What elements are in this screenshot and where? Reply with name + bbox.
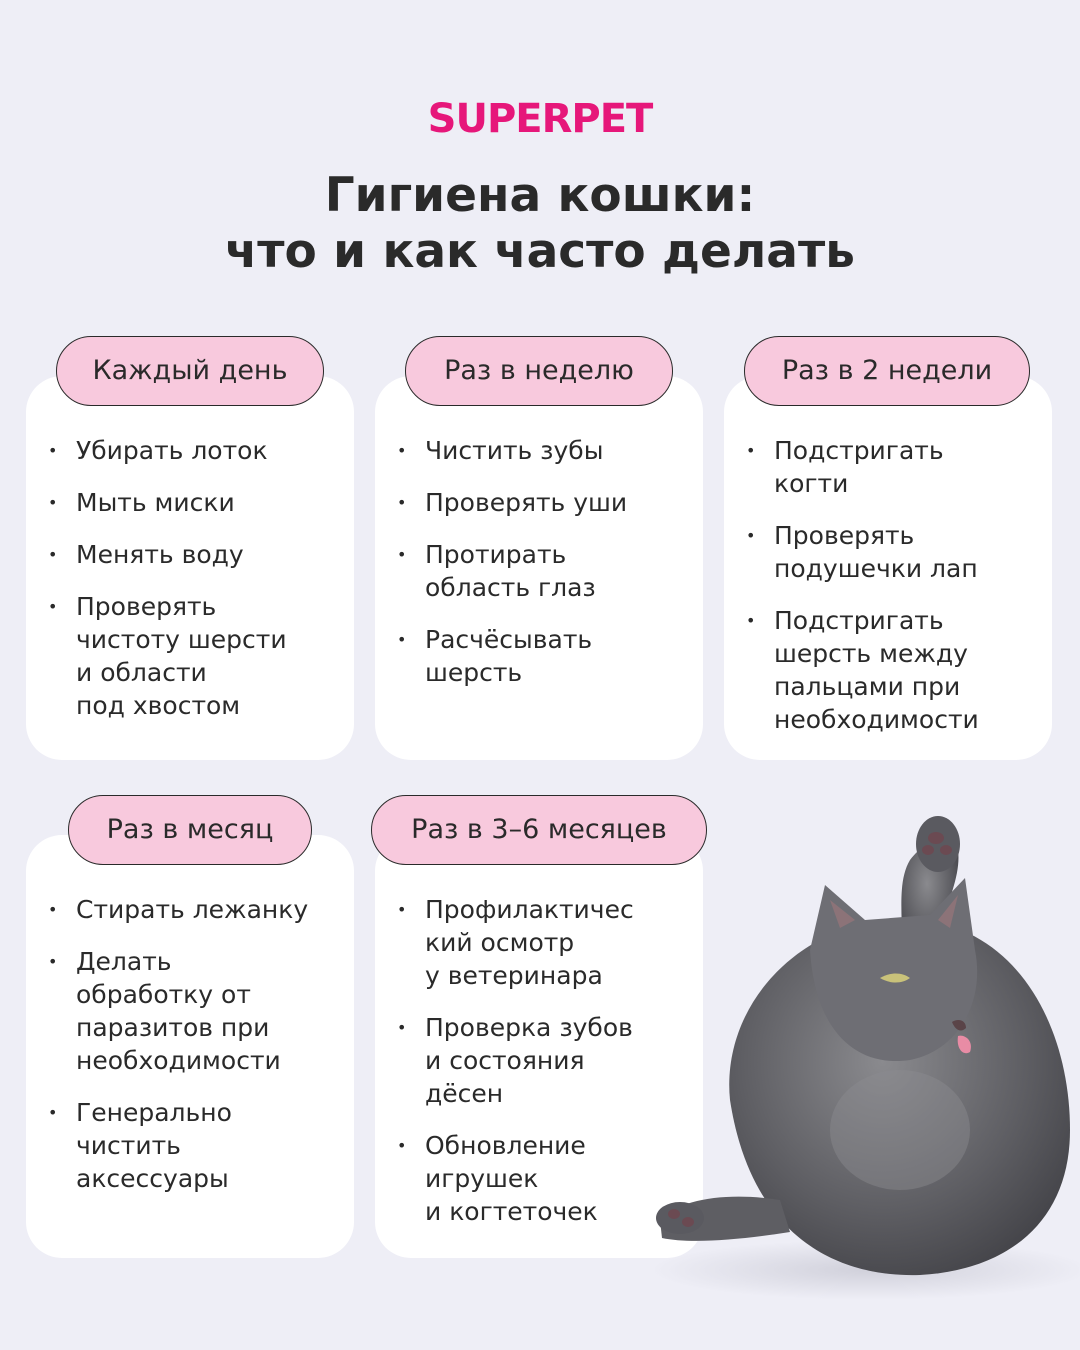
list-item: • Менять воду [48, 538, 336, 571]
card-biweekly-list [746, 434, 1034, 736]
list-item: • Генерально чистить аксессуары [48, 1096, 336, 1195]
cat-photo [640, 800, 1080, 1300]
card-quarterly-label: Раз в 3–6 месяцев [371, 795, 707, 865]
list-item: • Проверять чистоту шерсти и области под хвостом [48, 590, 336, 722]
card-monthly [26, 814, 354, 1258]
list-item: • Делать обработку от паразитов при необходимости [48, 945, 336, 1077]
list-item: • Протирать область глаз [397, 538, 685, 604]
list-item: • Подстригать когти [746, 434, 1034, 500]
card-weekly [375, 355, 703, 760]
list-item: • Расчёсывать шерсть [397, 623, 685, 689]
card-biweekly [724, 355, 1052, 760]
list-item: • Обновление игрушек и когтеточек [397, 1129, 685, 1228]
title-line-2: что и как часто делать [224, 224, 855, 279]
card-weekly-label: Раз в неделю [405, 336, 673, 406]
list-item: • Стирать лежанку [48, 893, 336, 926]
list-item: • Профилактичес кий осмотр у ветеринара [397, 893, 685, 992]
page-title [0, 168, 1080, 280]
card-monthly-label: Раз в месяц [68, 795, 312, 865]
card-daily [26, 355, 354, 760]
card-biweekly-label: Раз в 2 недели [744, 336, 1030, 406]
list-item: • Подстригать шерсть между пальцами при необходимости [746, 604, 1034, 736]
list-item: • Проверять подушечки лап [746, 519, 1034, 585]
card-weekly-list [397, 434, 685, 689]
title-line-1: Гигиена кошки: [324, 168, 756, 223]
card-daily-label: Каждый день [56, 336, 324, 406]
superpet-logo: SUPERPET [427, 96, 653, 142]
list-item: • Мыть миски [48, 486, 336, 519]
list-item: • Чистить зубы [397, 434, 685, 467]
list-item: • Убирать лоток [48, 434, 336, 467]
card-daily-list [48, 434, 336, 722]
card-monthly-list [48, 893, 336, 1195]
list-item: • Проверять уши [397, 486, 685, 519]
list-item: • Проверка зубов и состояния дёсен [397, 1011, 685, 1110]
